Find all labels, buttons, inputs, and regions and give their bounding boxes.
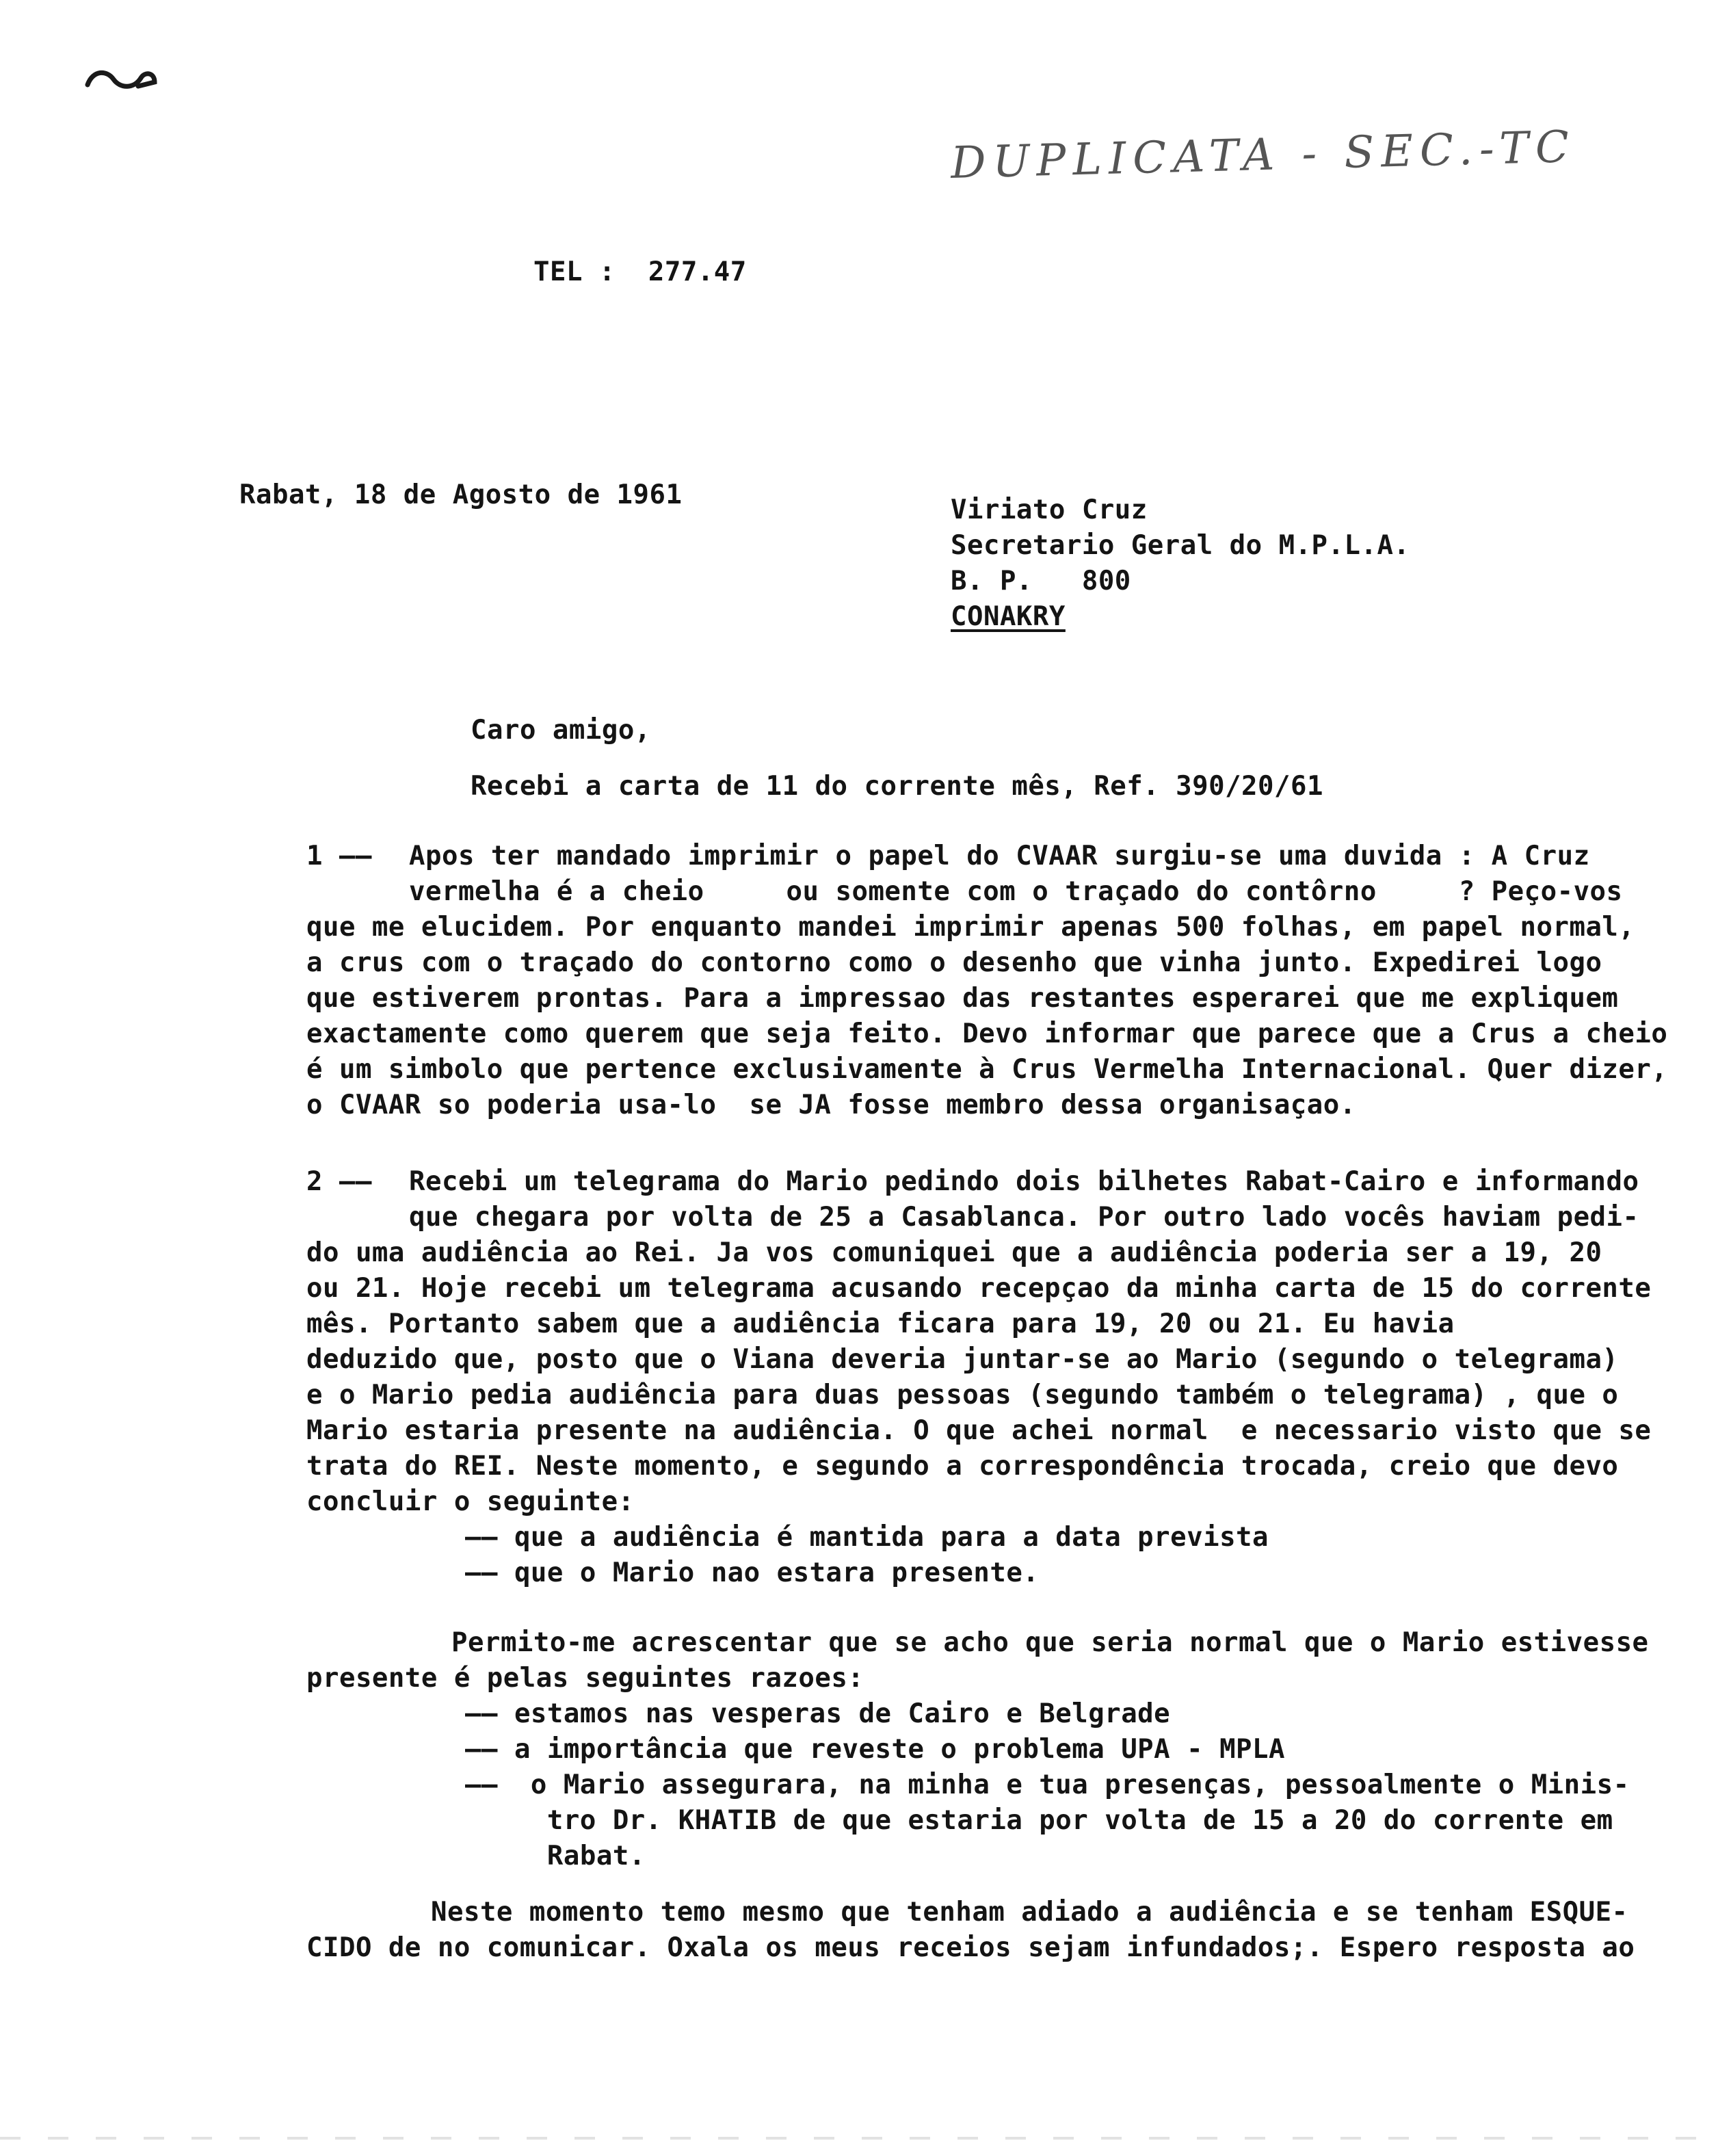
clip-mark-icon: [83, 66, 159, 93]
telephone-line: TEL : 277.47: [533, 257, 747, 287]
reason-item: Rabat.: [465, 1841, 646, 1871]
section1-number: 1 ——: [306, 841, 372, 871]
recipient-box: B. P. 800: [951, 566, 1131, 596]
intro-line: Recebi a carta de 11 do corrente mês, Ref. 390/20/61: [471, 771, 1323, 802]
section1-line: a crus com o traçado do contorno como o desenho que vinha junto. Expedirei logo: [306, 947, 1602, 978]
reason-item: —— a importância que reveste o problema UPA - MPLA: [465, 1734, 1285, 1765]
section1-line: é um simbolo que pertence exclusivamente à Crus Vermelha Internacional. Quer dizer,: [306, 1054, 1668, 1085]
section1-line: vermelha é a cheio ou somente com o traçado do contôrno ? Peço-vos: [409, 876, 1623, 907]
section3-line: presente é pelas seguintes razoes:: [306, 1663, 864, 1694]
section1-line: que estiverem prontas. Para a impressao das restantes esperarei que me expliquem: [306, 983, 1619, 1014]
section2-line: mês. Portanto sabem que a audiência ficara para 19, 20 ou 21. Eu havia: [306, 1309, 1455, 1339]
reason-item: —— o Mario assegurara, na minha e tua presenças, pessoalmente o Minis-: [465, 1770, 1630, 1800]
section2-line: do uma audiência ao Rei. Ja vos comuniquei que a audiência poderia ser a 19, 20: [306, 1237, 1602, 1268]
section2-number: 2 ——: [306, 1166, 372, 1197]
recipient-address: [951, 492, 1410, 635]
date-line: Rabat, 18 de Agosto de 1961: [239, 479, 683, 510]
section2-line: trata do REI. Neste momento, e segundo a correspondência trocada, creio que devo: [306, 1451, 1619, 1482]
conclusion-item: —— que o Mario nao estara presente.: [465, 1557, 1040, 1588]
section1-line: que me elucidem. Por enquanto mandei imprimir apenas 500 folhas, em papel normal,: [306, 912, 1635, 943]
section2-line: Recebi um telegrama do Mario pedindo dois bilhetes Rabat-Cairo e informando: [409, 1166, 1639, 1197]
conclusion-item: —— que a audiência é mantida para a data prevista: [465, 1522, 1269, 1553]
reason-item: tro Dr. KHATIB de que estaria por volta de 15 a 20 do corrente em: [465, 1805, 1613, 1836]
recipient-name: Viriato Cruz: [951, 495, 1148, 525]
section2-line: Mario estaria presente na audiência. O que achei normal e necessario visto que se: [306, 1415, 1652, 1446]
recipient-title: Secretario Geral do M.P.L.A.: [951, 530, 1410, 561]
recipient-city: CONAKRY: [951, 601, 1066, 632]
handwritten-note: DUPLICATA - SEC.-TC: [950, 122, 1576, 189]
closing-line: Neste momento temo mesmo que tenham adiado a audiência e se tenham ESQUE-: [431, 1897, 1628, 1928]
section2-line: deduzido que, posto que o Viana deveria juntar-se ao Mario (segundo o telegrama): [306, 1344, 1619, 1375]
section2-line: e o Mario pedia audiência para duas pessoas (segundo também o telegrama) , que o: [306, 1380, 1619, 1410]
section2-line: concluir o seguinte:: [306, 1486, 635, 1517]
section1-line: Apos ter mandado imprimir o papel do CVAAR surgiu-se uma duvida : A Cruz: [409, 841, 1590, 871]
section1-line: o CVAAR so poderia usa-lo se JA fosse membro dessa organisaçao.: [306, 1090, 1356, 1120]
section2-line: ou 21. Hoje recebi um telegrama acusando recepçao da minha carta de 15 do corrente: [306, 1273, 1652, 1304]
scan-edge-noise: [0, 2137, 1718, 2140]
section1-line: exactamente como querem que seja feito. Devo informar que parece que a Crus a cheio: [306, 1018, 1668, 1049]
closing-line: CIDO de no comunicar. Oxala os meus receios sejam infundados;. Espero resposta ao: [306, 1932, 1635, 1963]
section3-line: Permito-me acrescentar que se acho que seria normal que o Mario estivesse: [451, 1627, 1649, 1658]
salutation: Caro amigo,: [471, 715, 651, 746]
reason-item: —— estamos nas vesperas de Cairo e Belgrade: [465, 1698, 1171, 1729]
section2-line: que chegara por volta de 25 a Casablanca. Por outro lado vocês haviam pedi-: [409, 1202, 1639, 1233]
